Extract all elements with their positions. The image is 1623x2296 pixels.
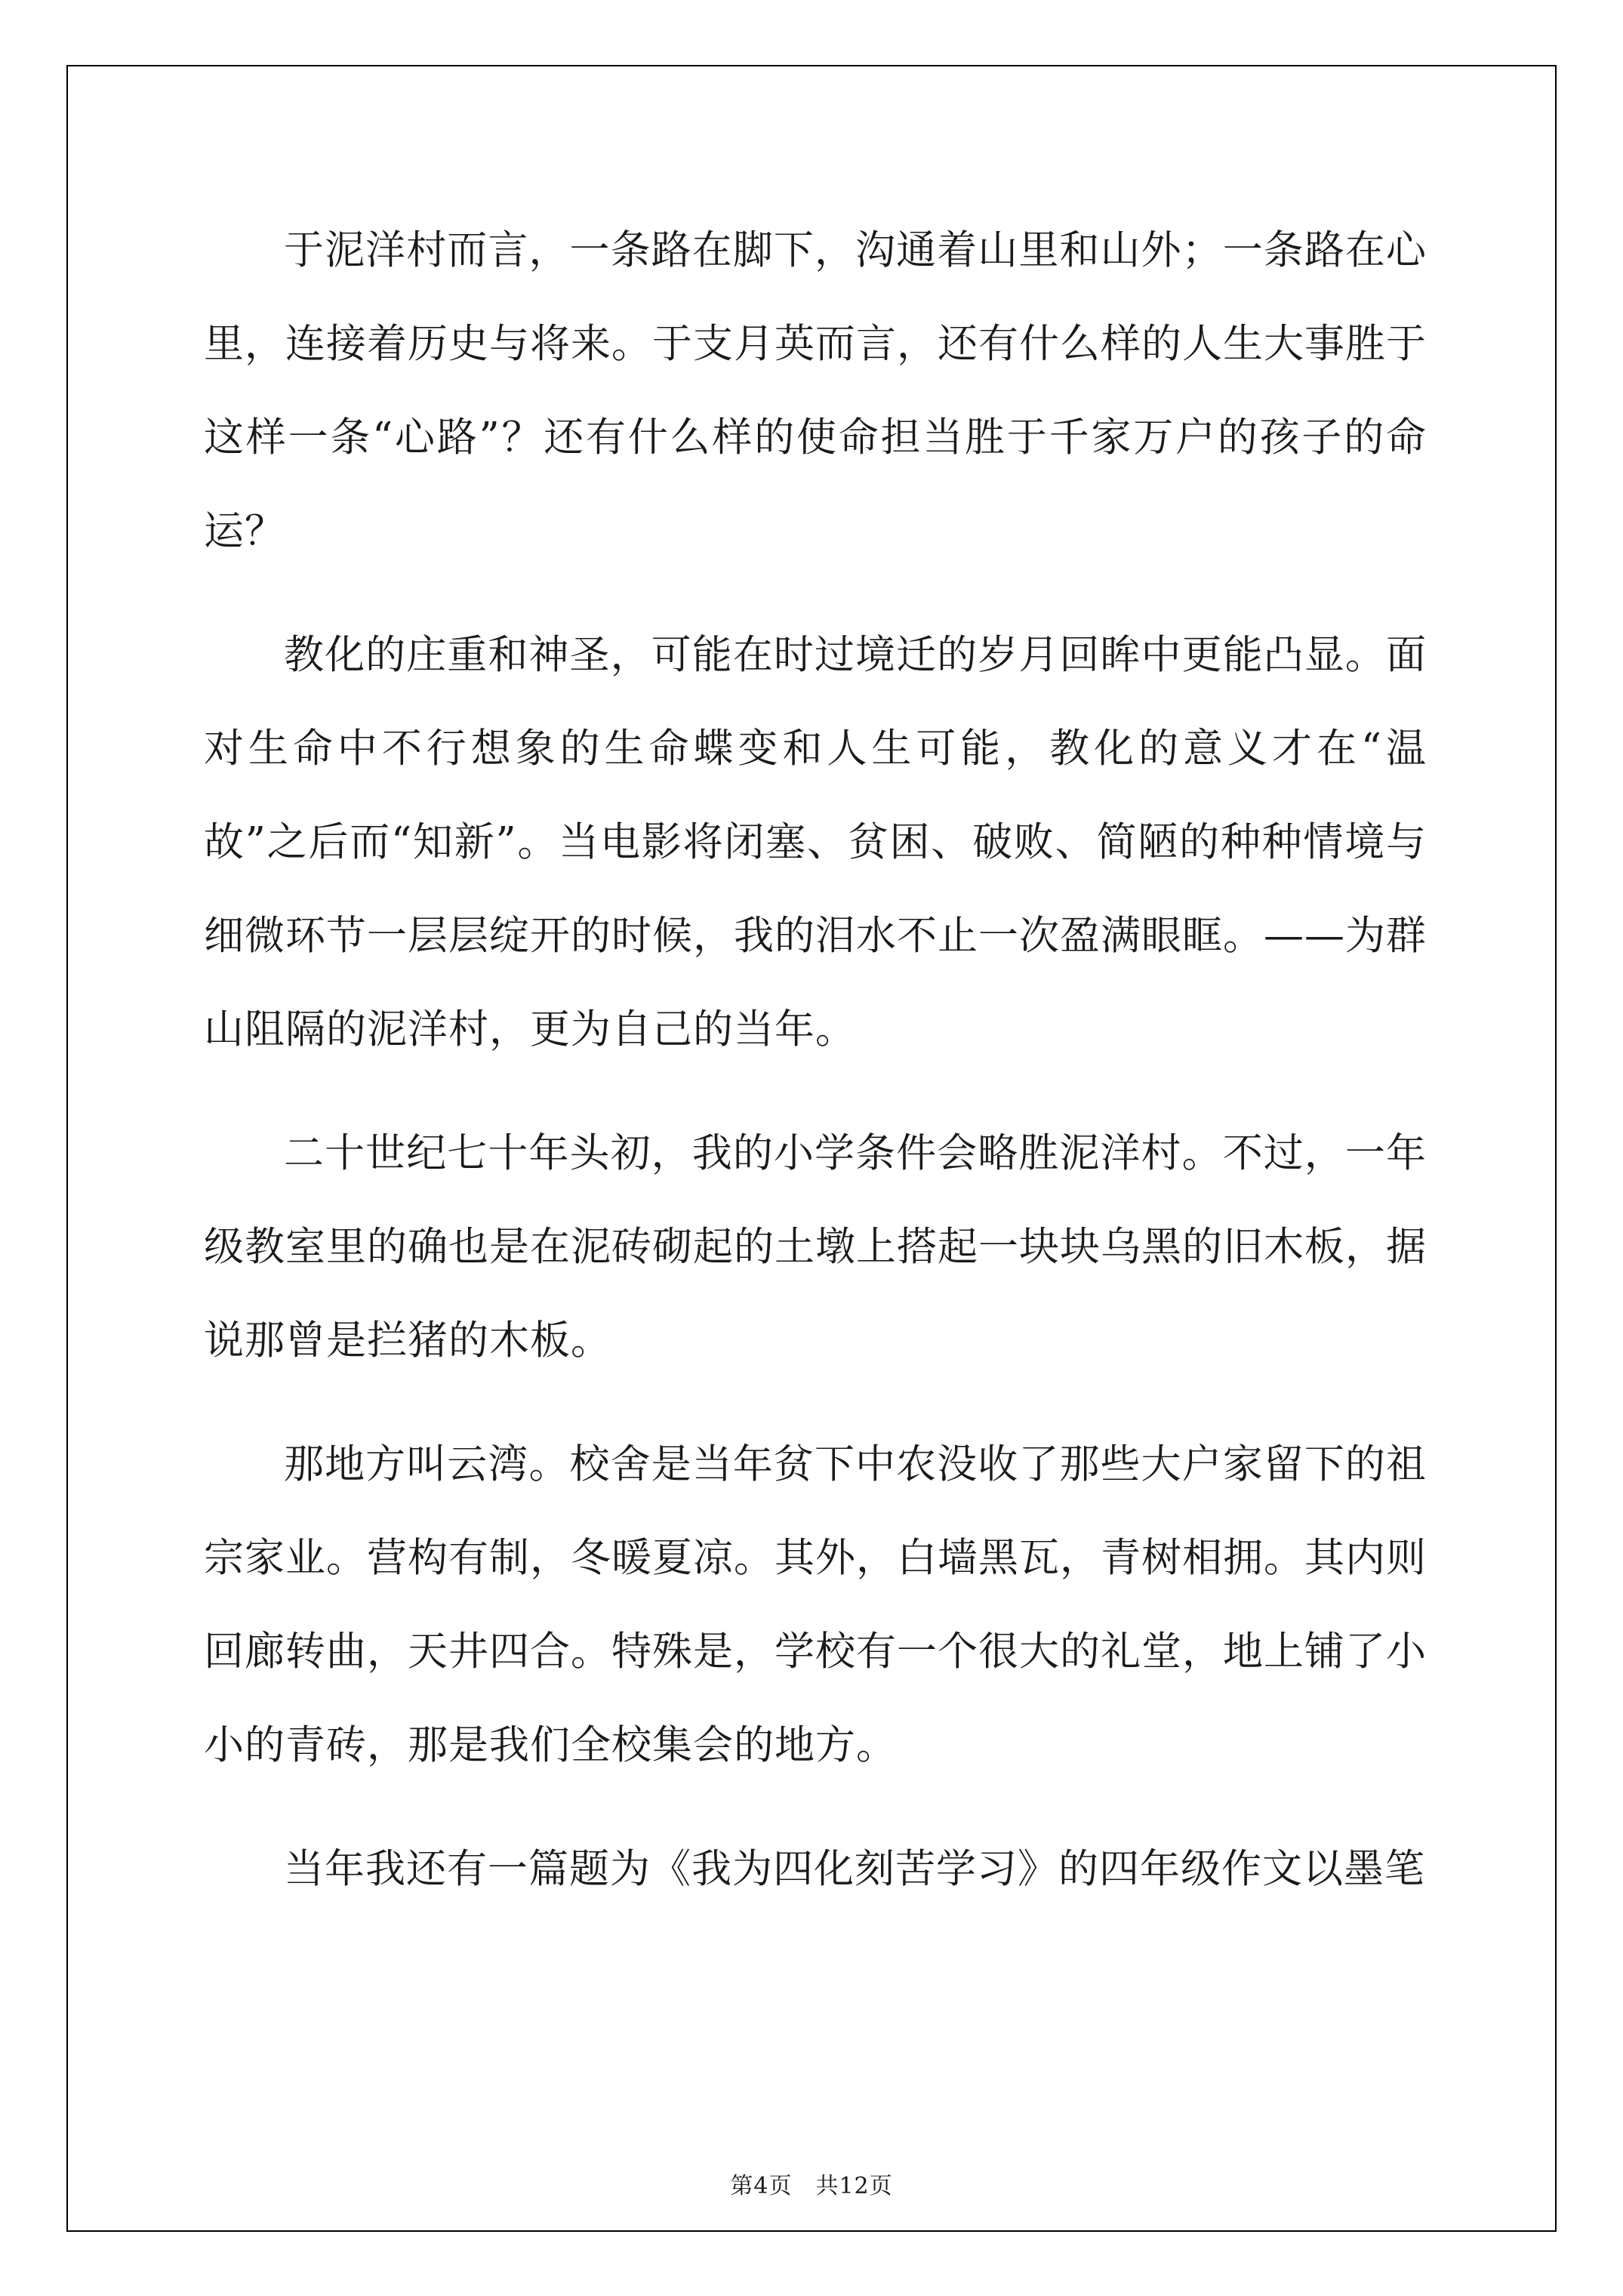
paragraph-5: 当年我还有一篇题为《我为四化刻苦学习》的四年级作文以墨笔 xyxy=(284,1846,1425,1892)
paragraph-2: 教化的庄重和神圣，可能在时过境迁的岁月回眸中更能凸显。面对生命中不行想象的生命蝶变和人生可能，教化的意义才在“温故”之后而“知新”。当电影将闭塞、贫困、破败、简陋的种种情境与细微环节一层层绽开的时候，我的泪水不止一次盈满眼眶。——为群山阻隔的泥洋村，更为自己的当年。 xyxy=(204,632,1427,1052)
paragraph-1: 于泥洋村而言，一条路在脚下，沟通着山里和山外；一条路在心里，连接着历史与将来。于支月英而言，还有什么样的人生大事胜于这样一条“心路”？还有什么样的使命担当胜于千家万户的孩子的命运？ xyxy=(204,227,1427,554)
paragraph-3: 二十世纪七十年头初，我的小学条件会略胜泥洋村。不过，一年级教室里的确也是在泥砖砌起的土墩上搭起一块块乌黑的旧木板，据说那曾是拦猪的木板。 xyxy=(204,1130,1427,1364)
paragraph-4: 那地方叫云湾。校舍是当年贫下中农没收了那些大户家留下的祖宗家业。营构有制，冬暖夏凉。其外，白墙黑瓦，青树相拥。其内则回廊转曲，天井四合。特殊是，学校有一个很大的礼堂，地上铺了小小的青砖，那是我们全校集会的地方。 xyxy=(204,1441,1427,1768)
page-number-footer: 第4页 共12页 xyxy=(730,2173,893,2199)
document-body xyxy=(204,204,1427,1916)
